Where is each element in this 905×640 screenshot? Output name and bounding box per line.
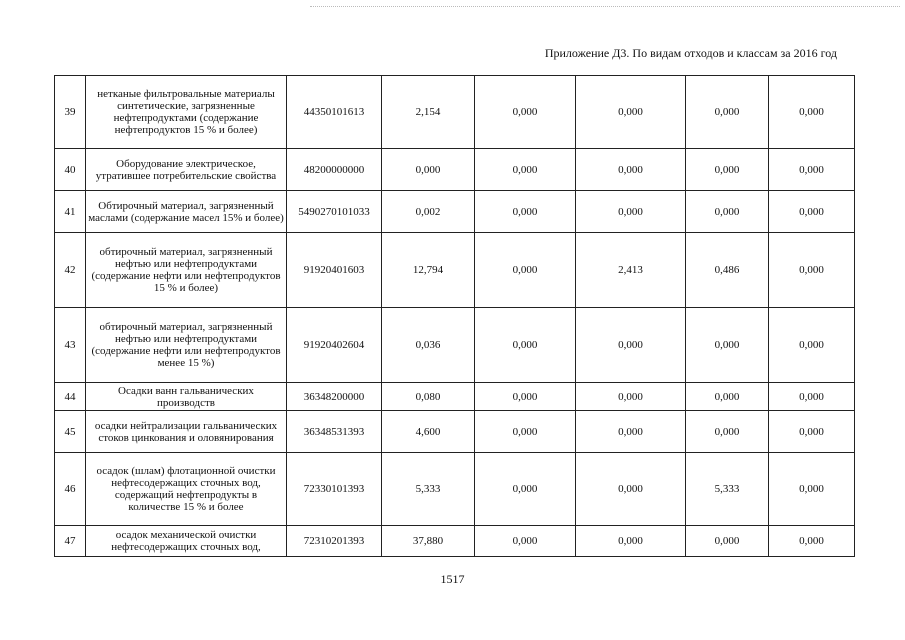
value-4-cell: 0,486 [686, 233, 769, 308]
table-row [55, 411, 855, 453]
value-5-cell: 0,000 [769, 308, 855, 383]
value-3-cell: 0,000 [576, 149, 686, 191]
value-4-cell: 0,000 [686, 526, 769, 557]
waste-name-cell: Обтирочный материал, загрязненный маслами (содержание масел 15% и более) [86, 191, 287, 233]
value-2-cell: 0,000 [475, 411, 576, 453]
value-3-cell: 0,000 [576, 526, 686, 557]
row-number-cell: 41 [55, 191, 86, 233]
row-number-cell: 44 [55, 383, 86, 411]
value-2-cell: 0,000 [475, 191, 576, 233]
waste-table [54, 75, 855, 557]
value-2-cell: 0,000 [475, 453, 576, 526]
value-2-cell: 0,000 [475, 233, 576, 308]
waste-name-cell: нетканые фильтровальные материалы синтетические, загрязненные нефтепродуктами (содержание нефтепродуктов 15 % и более) [86, 76, 287, 149]
value-3-cell: 0,000 [576, 453, 686, 526]
waste-name-cell: осадок (шлам) флотационной очистки нефтесодержащих сточных вод, содержащий нефтепродукты в количестве 15 % и более [86, 453, 287, 526]
value-1-cell: 37,880 [382, 526, 475, 557]
row-number-cell: 40 [55, 149, 86, 191]
waste-name-cell: осадок механической очистки нефтесодержащих сточных вод, [86, 526, 287, 557]
waste-name-cell: обтирочный материал, загрязненный нефтью или нефтепродуктами (содержание нефти или нефтепродуктов 15 % и более) [86, 233, 287, 308]
page-number: 1517 [440, 572, 465, 586]
value-5-cell: 0,000 [769, 526, 855, 557]
waste-code-cell: 36348200000 [287, 383, 382, 411]
page-header: Приложение Д3. По видам отходов и классам за 2016 год [544, 46, 837, 60]
value-4-cell: 0,000 [686, 383, 769, 411]
value-5-cell: 0,000 [769, 453, 855, 526]
value-1-cell: 0,036 [382, 308, 475, 383]
value-3-cell: 0,000 [576, 308, 686, 383]
value-1-cell: 0,002 [382, 191, 475, 233]
value-5-cell: 0,000 [769, 411, 855, 453]
waste-code-cell: 72310201393 [287, 526, 382, 557]
row-number-cell: 45 [55, 411, 86, 453]
scan-artifact-dots [310, 6, 900, 9]
waste-code-cell: 72330101393 [287, 453, 382, 526]
value-1-cell: 4,600 [382, 411, 475, 453]
row-number-cell: 43 [55, 308, 86, 383]
value-5-cell: 0,000 [769, 233, 855, 308]
value-3-cell: 0,000 [576, 411, 686, 453]
value-4-cell: 5,333 [686, 453, 769, 526]
value-4-cell: 0,000 [686, 76, 769, 149]
value-4-cell: 0,000 [686, 411, 769, 453]
table-row [55, 383, 855, 411]
value-2-cell: 0,000 [475, 149, 576, 191]
value-1-cell: 0,080 [382, 383, 475, 411]
value-3-cell: 0,000 [576, 191, 686, 233]
value-2-cell: 0,000 [475, 308, 576, 383]
waste-name-cell: осадки нейтрализации гальванических стоков цинкования и оловянирования [86, 411, 287, 453]
value-5-cell: 0,000 [769, 383, 855, 411]
value-2-cell: 0,000 [475, 526, 576, 557]
waste-code-cell: 44350101613 [287, 76, 382, 149]
row-number-cell: 47 [55, 526, 86, 557]
row-number-cell: 39 [55, 76, 86, 149]
value-5-cell: 0,000 [769, 191, 855, 233]
table-row [55, 149, 855, 191]
waste-code-cell: 91920401603 [287, 233, 382, 308]
table-row [55, 76, 855, 149]
table-row [55, 191, 855, 233]
value-4-cell: 0,000 [686, 149, 769, 191]
value-3-cell: 2,413 [576, 233, 686, 308]
table-row [55, 453, 855, 526]
row-number-cell: 46 [55, 453, 86, 526]
waste-name-cell: Осадки ванн гальванических производств [86, 383, 287, 411]
waste-code-cell: 5490270101033 [287, 191, 382, 233]
value-2-cell: 0,000 [475, 76, 576, 149]
waste-code-cell: 91920402604 [287, 308, 382, 383]
value-5-cell: 0,000 [769, 76, 855, 149]
value-5-cell: 0,000 [769, 149, 855, 191]
value-1-cell: 12,794 [382, 233, 475, 308]
value-4-cell: 0,000 [686, 191, 769, 233]
waste-code-cell: 36348531393 [287, 411, 382, 453]
row-number-cell: 42 [55, 233, 86, 308]
waste-name-cell: Оборудование электрическое, утратившее потребительские свойства [86, 149, 287, 191]
value-3-cell: 0,000 [576, 76, 686, 149]
table-row [55, 308, 855, 383]
waste-code-cell: 48200000000 [287, 149, 382, 191]
value-4-cell: 0,000 [686, 308, 769, 383]
value-1-cell: 2,154 [382, 76, 475, 149]
value-2-cell: 0,000 [475, 383, 576, 411]
value-3-cell: 0,000 [576, 383, 686, 411]
table-row [55, 526, 855, 557]
value-1-cell: 5,333 [382, 453, 475, 526]
waste-name-cell: обтирочный материал, загрязненный нефтью или нефтепродуктами (содержание нефти или нефтепродуктов менее 15 %) [86, 308, 287, 383]
table-row [55, 233, 855, 308]
value-1-cell: 0,000 [382, 149, 475, 191]
